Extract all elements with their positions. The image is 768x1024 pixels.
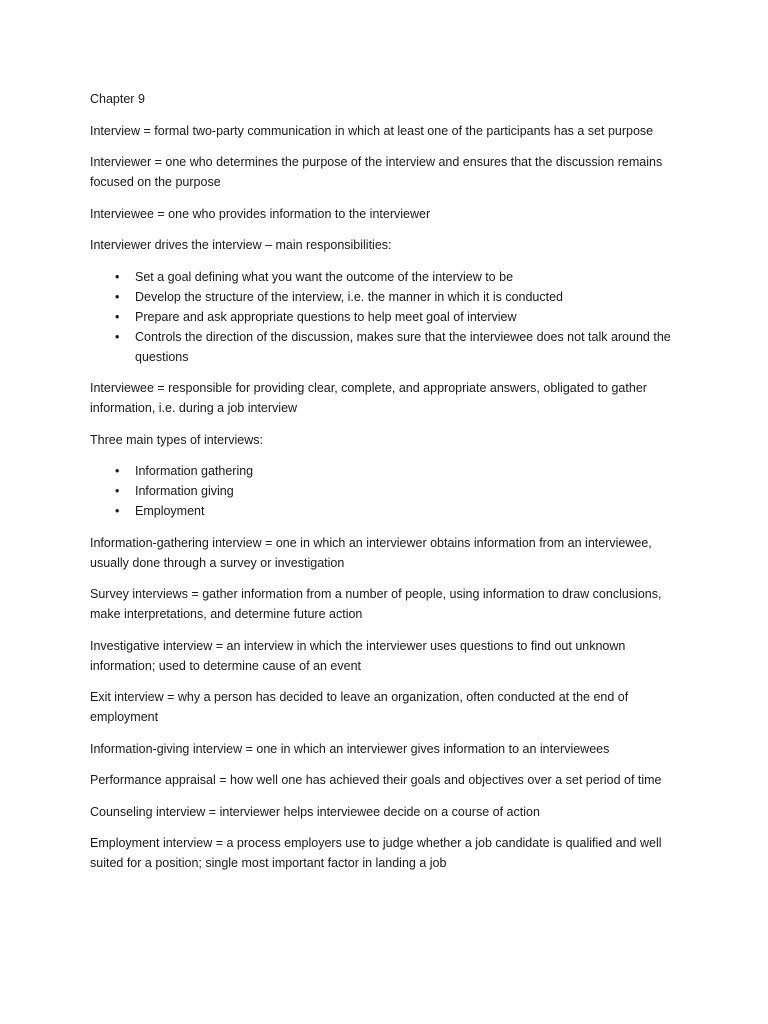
paragraph: Investigative interview = an interview in which the interviewer uses questions to find out unknown information; used to determine cause of an event [90,638,626,673]
bullet-item: • Information gathering [90,461,690,481]
document-page [90,89,690,885]
bullet-item: • Set a goal defining what you want the outcome of the interview to be [90,267,690,287]
paragraph: Three main types of interviews: [90,432,263,447]
paragraph: Exit interview = why a person has decided to leave an organization, often conducted at the end of employment [90,690,629,724]
paragraph: Counseling interview = interviewer helps interviewee decide on a course of action [90,804,540,819]
chapter-heading: Chapter 9 [90,92,145,106]
bullet-item: • Controls the direction of the discussion, makes sure that the interviewee does not talk around the questions [90,327,690,367]
paragraph: Interview = formal two-party communication in which at least one of the participants has a set purpose [90,123,654,138]
paragraph: Interviewer drives the interview – main responsibilities: [90,238,392,252]
document-body [90,121,690,874]
paragraph: Information-gathering interview = one in which an interviewer obtains information from an interviewee, usually done through a survey or investigation [90,535,652,570]
paragraph: Interviewer = one who determines the purpose of the interview and ensures that the discussion remains focused on the purpose [90,155,663,189]
bullet-item: • Employment [90,501,690,521]
bullet-list [90,461,690,521]
bullet-item: • Develop the structure of the interview, i.e. the manner in which it is conducted [90,287,690,307]
paragraph: Interviewee = responsible for providing clear, complete, and appropriate answers, obligated to gather information, i.e. during a job interview [90,381,647,415]
paragraph: Survey interviews = gather information from a number of people, using information to draw conclusions, make interpretations, and determine future action [90,587,662,621]
bullet-list [90,267,690,367]
bullet-item: • Information giving [90,481,690,501]
paragraph: Employment interview = a process employers use to judge whether a job candidate is qualified and well suited for a position; single most important factor in landing a job [90,836,662,870]
paragraph: Interviewee = one who provides information to the interviewer [90,206,431,221]
bullet-item: • Prepare and ask appropriate questions to help meet goal of interview [90,307,690,327]
paragraph: Information-giving interview = one in which an interviewer gives information to an interviewees [90,741,610,756]
paragraph: Performance appraisal = how well one has achieved their goals and objectives over a set period of time [90,773,662,787]
